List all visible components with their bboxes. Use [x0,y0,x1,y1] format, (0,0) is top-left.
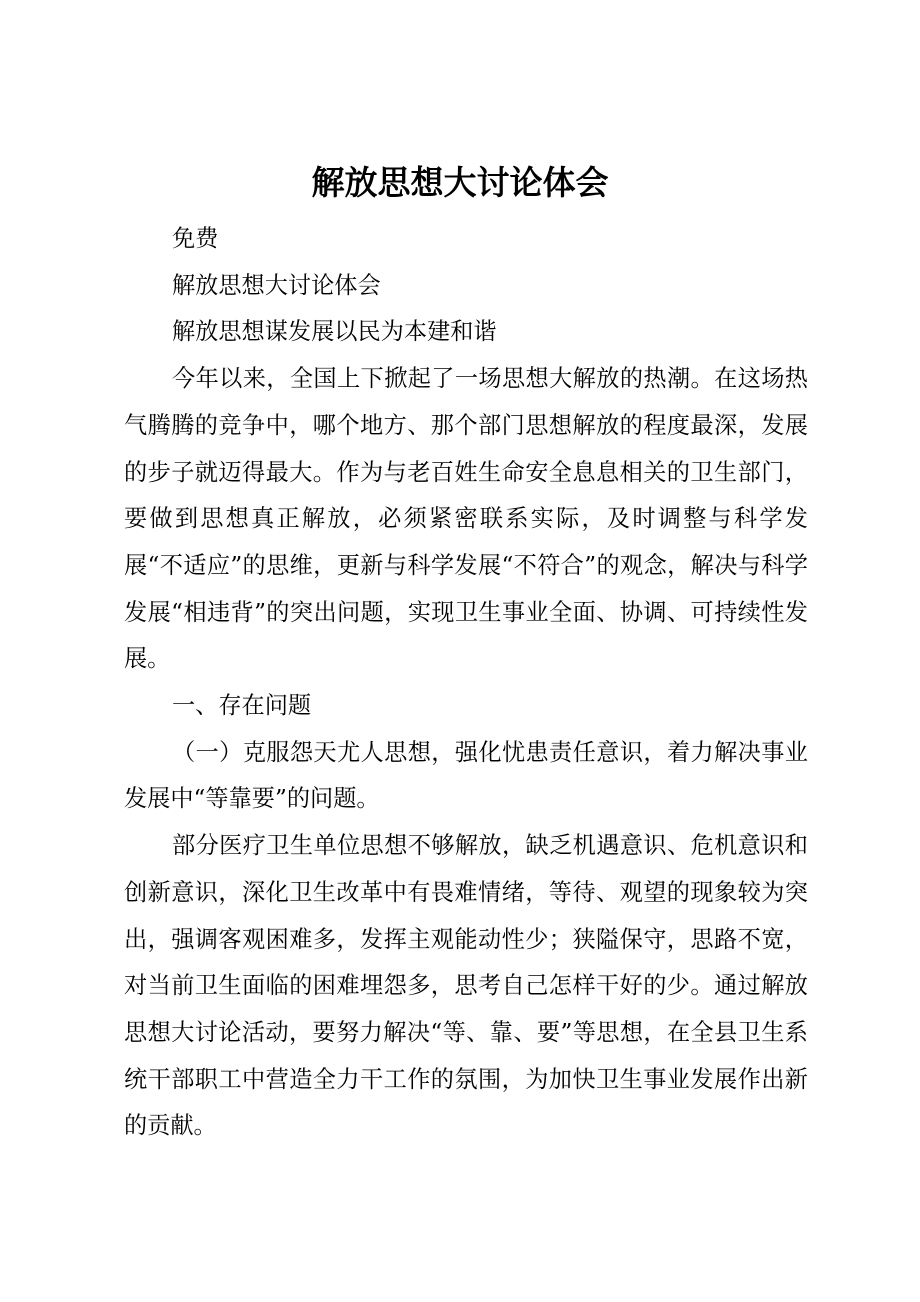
paragraph-theme: 解放思想谋发展以民为本建和谐 [172,318,497,346]
paragraph-intro: 今年以来，全国上下掀起了一场思想大解放的热潮。在这场热气腾腾的竞争中，哪个地方、那个部门思想解放的程度最深，发展的步子就迈得最大。作为与老百姓生命安全息息相关的卫生部门，要做到思想真正解放，必须紧密联系实际，及时调整与科学发展“不适应”的思维，更新与科学发展“不符合”的观念，解决与科学发展“相违背”的突出问题，实现卫生事业全面、协调、可持续性发展。 [124,365,808,673]
paragraph-free-label: 免费 [172,225,219,252]
subsection-heading-1: （一）克服怨天尤人思想，强化忧患责任意识，着力解决事业发展中“等靠要”的问题。 [124,738,808,813]
paragraph-problem-detail: 部分医疗卫生单位思想不够解放，缺乏机遇意识、危机意识和创新意识，深化卫生改革中有畏难情绪，等待、观望的现象较为突出，强调客观困难多，发挥主观能动性少；狭隘保守，思路不宽，对当前卫生面临的困难埋怨多，思考自己怎样干好的少。通过解放思想大讨论活动，要努力解决“等、靠、要”等思想，在全县卫生系统干部职工中营造全力干工作的氛围，为加快卫生事业发展作出新的贡献。 [124,832,808,1140]
paragraph-subtitle: 解放思想大讨论体会 [172,271,381,299]
document-title: 解放思想大讨论体会 [311,163,609,202]
section-heading-problems: 一、存在问题 [172,692,312,720]
document-body [124,216,808,1150]
